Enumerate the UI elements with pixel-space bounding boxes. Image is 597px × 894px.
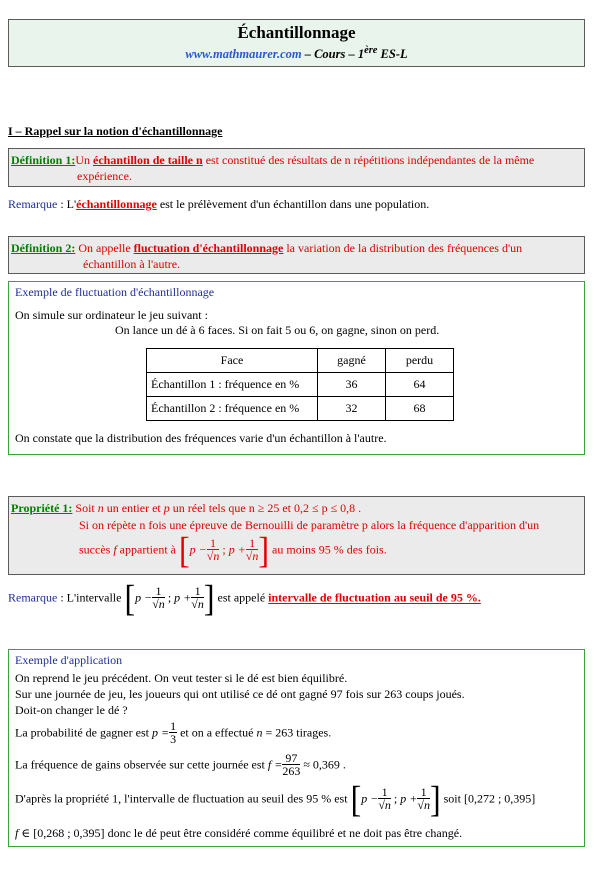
page-title: Échantillonnage bbox=[237, 23, 356, 42]
property-1-line2: Si on répète n fois une épreuve de Bernouilli de paramètre p alors la fréquence d'apparition d'un bbox=[79, 518, 540, 532]
table-cell: 36 bbox=[318, 373, 386, 397]
definition-1-label: Définition 1: bbox=[11, 153, 76, 167]
example-2-title: Exemple d'application bbox=[15, 653, 123, 667]
fraction-1-over-sqrt-n: $\frac{1}{√n}$ bbox=[417, 785, 430, 812]
definition-1-term: échantillon de taille n bbox=[93, 153, 203, 167]
property-1-box bbox=[8, 496, 585, 575]
fraction-one-third: $\frac{1}{3}$ bbox=[170, 719, 177, 746]
table-row bbox=[147, 397, 454, 421]
definition-1-box bbox=[8, 148, 585, 187]
fraction-1-over-sqrt-n: $\frac{1}{√n}$ bbox=[245, 536, 259, 563]
section-title: I – Rappel sur la notion d'échantillonnage bbox=[8, 124, 223, 138]
definition-2-line2: échantillon à l'autre. bbox=[83, 257, 181, 271]
property-1-line1: Propriété 1: Soit n un entier et p un réel tels que n ≥ 25 et 0,2 ≤ p ≤ 0,8 . bbox=[11, 501, 362, 515]
remark-2: Remarque : L'intervalle [p − $\frac{1}{√n}$ ; p + $\frac{1}{√n}$ ] est appelé intervalle de fluctuation au seuil de 95 %. bbox=[8, 577, 481, 619]
table-cell: 68 bbox=[386, 397, 454, 421]
definition-1-line2: expérience. bbox=[77, 169, 132, 183]
table-cell: 32 bbox=[318, 397, 386, 421]
page-subtitle: www.mathmaurer.com – Cours – 1ère ES-L bbox=[185, 45, 408, 62]
example-2-line3: Doit-on changer le dé ? bbox=[15, 703, 128, 717]
example-1-title: Exemple de fluctuation d'échantillonnage bbox=[15, 285, 215, 299]
remark-2-term: intervalle de fluctuation au seuil de 95 %. bbox=[268, 590, 481, 605]
site-link[interactable]: www.mathmaurer.com bbox=[185, 47, 302, 62]
table-header-row bbox=[147, 349, 454, 373]
table-cell: 64 bbox=[386, 373, 454, 397]
example-2-line1: On reprend le jeu précédent. On veut tester si le dé est bien équilibré. bbox=[15, 671, 348, 685]
example-1-box bbox=[8, 281, 585, 455]
frequency-table bbox=[146, 348, 454, 421]
remark-1-term: échantillonnage bbox=[76, 197, 157, 211]
fraction-1-over-sqrt-n: $\frac{1}{√n}$ bbox=[206, 536, 220, 563]
title-box bbox=[8, 19, 585, 67]
table-header-cell: Face bbox=[147, 349, 318, 373]
fraction-1-over-sqrt-n: $\frac{1}{√n}$ bbox=[152, 584, 165, 611]
fraction-1-over-sqrt-n: $\frac{1}{√n}$ bbox=[378, 785, 391, 812]
example-1-line2: On lance un dé à 6 faces. Si on fait 5 ou 6, on gagne, sinon on perd. bbox=[115, 323, 440, 337]
table-header-cell: gagné bbox=[318, 349, 386, 373]
table-header-cell: perdu bbox=[386, 349, 454, 373]
example-2-box bbox=[8, 649, 585, 847]
example-2-line5: La fréquence de gains observée sur cette journée est f = $\frac{97}{263}$ ≈ 0,369 . bbox=[15, 751, 346, 778]
example-2-line4: La probabilité de gagner est p = $\frac{1}{3}$ et on a effectué n = 263 tirages. bbox=[15, 719, 332, 746]
fraction-1-over-sqrt-n: $\frac{1}{√n}$ bbox=[191, 584, 204, 611]
example-1-line1: On simule sur ordinateur le jeu suivant : bbox=[15, 308, 208, 322]
example-1-conclusion: On constate que la distribution des fréquences varie d'un échantillon à l'autre. bbox=[15, 431, 387, 445]
table-cell: Échantillon 2 : fréquence en % bbox=[147, 397, 318, 421]
property-1-label: Propriété 1: bbox=[11, 501, 73, 515]
property-1-line3: succès f appartient à [p − $\frac{1}{√n}$ ; p + $\frac{1}{√n}$ ] au moins 95 % des fois. bbox=[79, 529, 387, 571]
definition-1-line1: Définition 1:Un échantillon de taille n est constitué des résultats de n répétitions indépendantes de la même bbox=[11, 153, 535, 167]
table-cell: Échantillon 1 : fréquence en % bbox=[147, 373, 318, 397]
definition-2-term: fluctuation d'échantillonnage bbox=[133, 241, 284, 255]
definition-2-label: Définition 2: bbox=[11, 241, 76, 255]
remark-1: Remarque : L'échantillonnage est le prélèvement d'un échantillon dans une population. bbox=[8, 197, 430, 211]
fraction-97-over-263: $\frac{97}{263}$ bbox=[282, 751, 301, 778]
table-row bbox=[147, 373, 454, 397]
example-2-line6: D'après la propriété 1, l'intervalle de fluctuation au seuil des 95 % est [p − $\frac{1}{√n}$ ; p + $\frac{1}{√n}$ ] soit [0,272 ; 0,395] bbox=[15, 778, 536, 820]
definition-2-box bbox=[8, 236, 585, 274]
example-2-line2: Sur une journée de jeu, les joueurs qui ont utilisé ce dé ont gagné 97 fois sur 263 coups joués. bbox=[15, 687, 465, 701]
example-2-conclusion: f ∈ [0,268 ; 0,395] donc le dé peut être considéré comme équilibré et ne doit pas être changé. bbox=[15, 826, 463, 840]
definition-2-line1: Définition 2: On appelle fluctuation d'échantillonnage la variation de la distribution des fréquences d'un bbox=[11, 241, 523, 255]
